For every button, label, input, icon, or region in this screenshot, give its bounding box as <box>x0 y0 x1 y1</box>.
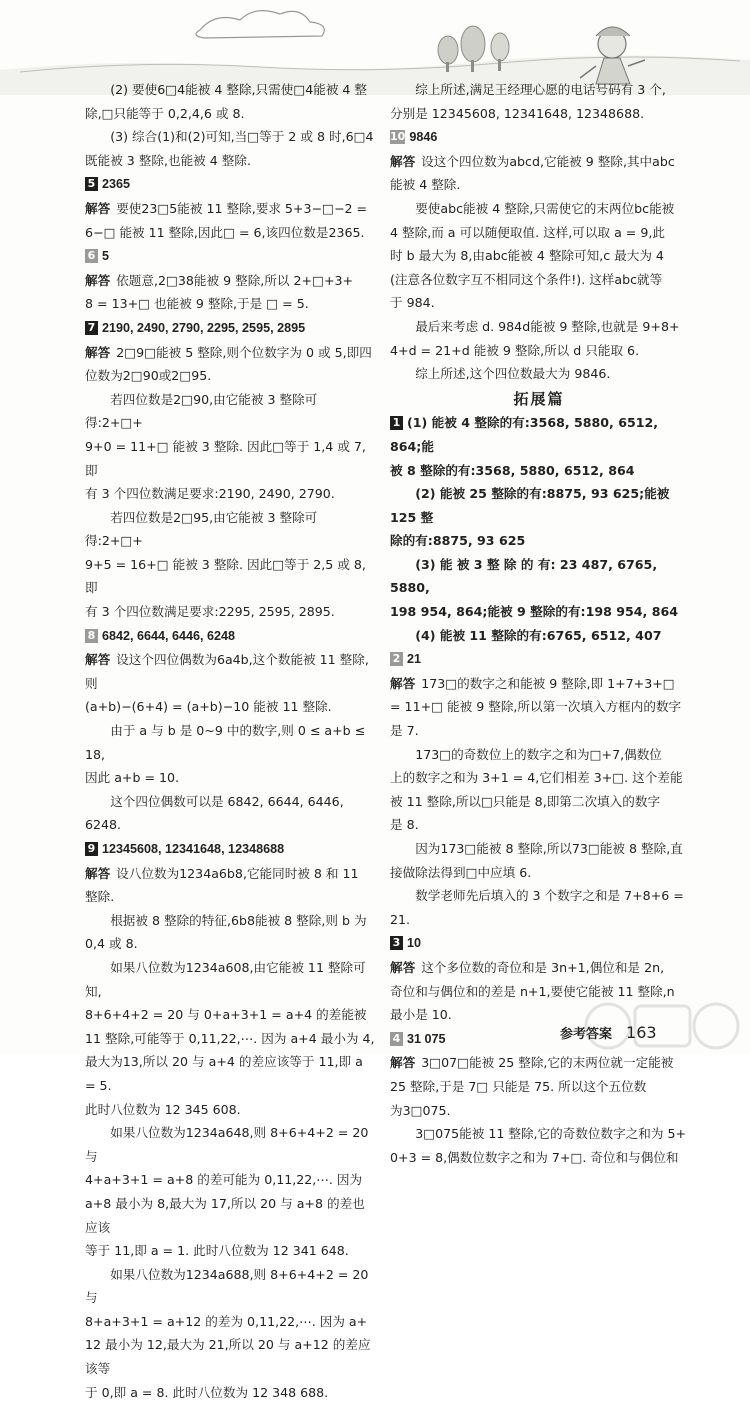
problem-answer-heading <box>85 172 375 197</box>
text-line: 若四位数是2□90,由它能被 3 整除可得:2+□+ <box>85 391 318 431</box>
answer-text: 21 <box>407 652 422 667</box>
solution-text: 依题意,2□38能被 9 整除,所以 2+□+3+ <box>116 272 354 288</box>
text-line: 因为173□能被 8 整除,所以73□能被 8 整除,直 <box>415 841 683 856</box>
solution-text: 173□的数字之和能被 9 整除,即 1+7+3+□ <box>421 675 675 691</box>
section-title: 拓展篇 <box>513 389 565 408</box>
solution-label: 解答 <box>85 865 111 881</box>
footer-label: 参考答案 <box>560 1027 613 1042</box>
text-line: 根据被 8 整除的特征,6b8能被 8 整除,则 b 为 <box>110 912 367 928</box>
text-line: 8+6+4+2 = 20 与 0+a+3+1 = a+4 的差能被 <box>85 1007 367 1023</box>
solution-label: 解答 <box>390 675 416 691</box>
text-line: 除,□只能等于 0,2,4,6 或 8. <box>85 105 245 121</box>
text-line: 要使abc能被 4 整除,只需使它的末两位bc能被 <box>415 200 675 216</box>
problem-answer-heading <box>390 647 688 672</box>
text-line: 如果八位数为1234a608,由它能被 11 整除可知, <box>85 959 366 999</box>
text-line: 如果八位数为1234a688,则 8+6+4+2 = 20 与 <box>85 1266 369 1306</box>
answer-text: 31 075 <box>407 1031 446 1046</box>
solution-line <box>85 341 375 365</box>
solution-label: 解答 <box>85 344 111 360</box>
problem-number-badge: 9 <box>85 842 98 856</box>
problem-number-badge: 6 <box>85 249 98 263</box>
problem-answer-heading <box>85 624 375 649</box>
text-line: 9+5 = 16+□ 能被 3 整除. 因此□等于 2,5 或 8,即 <box>85 556 366 596</box>
problem-number-badge: 5 <box>85 177 98 191</box>
answer-text: (1) 能被 4 整除的有:3568, 5880, 6512, 864;能 <box>390 415 659 454</box>
text-line: 8+a+3+1 = a+12 的差为 0,11,22,⋯. 因为 a+ <box>85 1313 368 1329</box>
text-line: (4) 能被 11 整除的有:6765, 6512, 407 <box>415 627 662 643</box>
problem-answer-heading <box>390 125 688 150</box>
text-line: (3) 综合(1)和(2)可知,当□等于 2 或 8 时,6□4 <box>110 129 374 145</box>
solution-line <box>85 197 375 221</box>
problem-number-badge: 1 <box>390 416 403 430</box>
solution-text: 3□07□能被 25 整除,它的末两位就一定能被 <box>421 1055 674 1071</box>
solution-text: 设这个四位数为abcd,它能被 9 整除,其中abc <box>421 153 675 169</box>
solution-text: 要使23□5能被 11 整除,要求 5+3−□−2 = <box>116 200 368 216</box>
answer-text: 2190, 2490, 2790, 2295, 2595, 2895 <box>102 320 306 335</box>
solution-line <box>85 269 375 293</box>
text-line: 这个四位偶数可以是 6842, 6644, 6446, 6248. <box>85 793 344 833</box>
text-line: 198 954, 864;能被 9 整除的有:198 954, 864 <box>390 604 679 620</box>
text-line: 4 整除,而 a 可以随便取值. 这样,可以取 a = 9,此 <box>390 224 665 240</box>
answer-text: 2365 <box>102 177 131 192</box>
text-line: 4+a+3+1 = a+8 的差可能为 0,11,22,⋯. 因为 <box>85 1172 363 1188</box>
text-line: 是 8. <box>390 817 419 833</box>
solution-line <box>390 150 688 174</box>
page-number: 163 <box>626 1023 657 1042</box>
text-line: 接做除法得到□中应填 6. <box>390 864 532 880</box>
solution-line <box>390 1051 688 1075</box>
text-line: 若四位数是2□95,由它能被 3 整除可得:2+□+ <box>85 509 318 549</box>
text-line: 12 最小为 12,最大为 21,所以 20 与 a+12 的差应该等 <box>85 1337 371 1377</box>
text-line: 整除. <box>85 889 115 905</box>
solution-text: 这个多位数的奇位和是 3n+1,偶位和是 2n, <box>421 959 665 975</box>
answer-text: 5 <box>102 249 110 264</box>
problem-answer-heading <box>390 411 688 458</box>
solution-label: 解答 <box>85 652 111 668</box>
text-line: 由于 a 与 b 是 0~9 中的数字,则 0 ≤ a+b ≤ 18, <box>85 723 366 762</box>
text-line: (3) 能 被 3 整 除 的 有: 23 487, 6765, 5880, <box>390 556 658 596</box>
text-line: = 11+□ 能被 9 整除,所以第一次填入方框内的数字 <box>390 699 682 715</box>
solution-text: 设这个四位偶数为6a4b,这个数能被 11 整除,则 <box>85 652 369 691</box>
solution-line <box>390 672 688 696</box>
text-line: 最小是 10. <box>390 1007 452 1023</box>
text-line: 综上所述,这个四位数最大为 9846. <box>415 366 611 382</box>
text-line: 综上所述,满足王经理心愿的电话号码有 3 个, <box>415 82 666 97</box>
text-line: 被 11 整除,所以□只能是 8,即第二次填入的数字 <box>390 793 661 809</box>
text-line: 于 984. <box>390 295 435 311</box>
answer-text: 9846 <box>409 130 438 145</box>
text-line: 于 0,即 a = 8. 此时八位数为 12 348 688. <box>85 1384 329 1400</box>
problem-number-badge: 4 <box>390 1032 403 1046</box>
problem-answer-heading <box>390 931 688 956</box>
page-footer <box>560 1023 657 1042</box>
problem-number-badge: 7 <box>85 321 98 335</box>
text-line: 位数为2□90或2□95. <box>85 368 212 384</box>
text-line: 0,4 或 8. <box>85 936 138 952</box>
problem-answer-heading <box>85 316 375 341</box>
text-line: 21. <box>390 911 411 927</box>
text-line: 8 = 13+□ 也能被 9 整除,于是 □ = 5. <box>85 296 309 312</box>
text-line: 3□075能被 11 整除,它的奇数位数字之和为 5+ <box>415 1126 687 1142</box>
solution-line <box>85 862 375 886</box>
solution-text: 2□9□能被 5 整除,则个位数字为 0 或 5,即四 <box>116 344 372 360</box>
solution-label: 解答 <box>390 1055 416 1071</box>
left-column <box>85 78 375 1404</box>
text-line: 等于 11,即 a = 1. 此时八位数为 12 341 648. <box>85 1243 349 1259</box>
text-line: (2) 能被 25 整除的有:8875, 93 625;能被 125 整 <box>390 486 670 525</box>
problem-number-badge: 8 <box>85 629 98 643</box>
solution-text: 设八位数为1234a6b8,它能同时被 8 和 11 <box>116 865 359 881</box>
solution-label: 解答 <box>390 959 416 975</box>
text-line: 9+0 = 11+□ 能被 3 整除. 因此□等于 1,4 或 7,即 <box>85 438 366 478</box>
text-line: 11 整除,可能等于 0,11,22,⋯. 因为 a+4 最小为 4, <box>85 1030 375 1046</box>
solution-label: 解答 <box>85 200 111 216</box>
solution-label: 解答 <box>390 153 416 169</box>
text-line: 有 3 个四位数满足要求:2295, 2595, 2895. <box>85 604 335 620</box>
answer-text: 12345608, 12341648, 12348688 <box>102 842 285 856</box>
text-line: 能被 4 整除. <box>390 177 461 193</box>
problem-number-badge: 3 <box>390 936 403 950</box>
text-line: 分别是 12345608, 12341648, 12348688. <box>390 105 645 121</box>
answer-text: 10 <box>407 936 422 951</box>
text-line: 既能被 3 整除,也能被 4 整除. <box>85 152 251 168</box>
text-line: 数学老师先后填入的 3 个数字之和是 7+8+6 = <box>415 888 684 904</box>
text-line: 为3□075. <box>390 1102 451 1118</box>
text-line: 奇位和与偶位和的差是 n+1,要使它能被 11 整除,n <box>390 983 675 999</box>
solution-line <box>390 956 688 980</box>
text-line: 0+3 = 8,偶数位数字之和为 7+□. 奇位和与偶位和 <box>390 1149 679 1165</box>
text-line: 时 b 最大为 8,由abc能被 4 整除可知,c 最大为 4 <box>390 248 664 264</box>
problem-answer-heading <box>85 244 375 269</box>
solution-line <box>85 648 375 695</box>
text-line: 此时八位数为 12 345 608. <box>85 1101 241 1117</box>
text-line: (a+b)−(6+4) = (a+b)−10 能被 11 整除. <box>85 699 332 715</box>
text-line: 4+d = 21+d 能被 9 整除,所以 d 只能取 6. <box>390 342 640 358</box>
problem-number-badge: 2 <box>390 652 403 666</box>
text-line: (2) 要使6□4能被 4 整除,只需使□4能被 4 整 <box>110 82 368 97</box>
problem-number-badge: 10 <box>390 130 406 144</box>
text-line: 如果八位数为1234a648,则 8+6+4+2 = 20 与 <box>85 1125 369 1164</box>
text-line: 25 整除,于是 7□ 只能是 75. 所以这个五位数 <box>390 1078 647 1094</box>
text-line: 是 7. <box>390 723 419 739</box>
answer-text: 6842, 6644, 6446, 6248 <box>102 628 236 643</box>
solution-label: 解答 <box>85 272 111 288</box>
text-line: (注意各位数字互不相同这个条件!). 这样abc就等 <box>390 271 663 287</box>
text-line: 因此 a+b = 10. <box>85 770 180 786</box>
text-line: 有 3 个四位数满足要求:2190, 2490, 2790. <box>85 486 335 502</box>
text-line: 除的有:8875, 93 625 <box>390 533 526 549</box>
text-line: 6−□ 能被 11 整除,因此□ = 6,该四位数是2365. <box>85 224 365 240</box>
text-line: 173□的奇数位上的数字之和为□+7,偶数位 <box>415 746 662 762</box>
problem-answer-heading <box>85 837 375 862</box>
text-line: 最后来考虑 d. 984d能被 9 整除,也就是 9+8+ <box>415 318 680 334</box>
text-line: a+8 最小为 8,最大为 17,所以 20 与 a+8 的差也应该 <box>85 1195 365 1235</box>
text-line: 被 8 整除的有:3568, 5880, 6512, 864 <box>390 462 635 478</box>
text-line: 上的数字之和为 3+1 = 4,它们相差 3+□. 这个差能 <box>390 770 683 786</box>
text-line: 最大为13,所以 20 与 a+4 的差应该等于 11,即 a = 5. <box>85 1054 363 1093</box>
